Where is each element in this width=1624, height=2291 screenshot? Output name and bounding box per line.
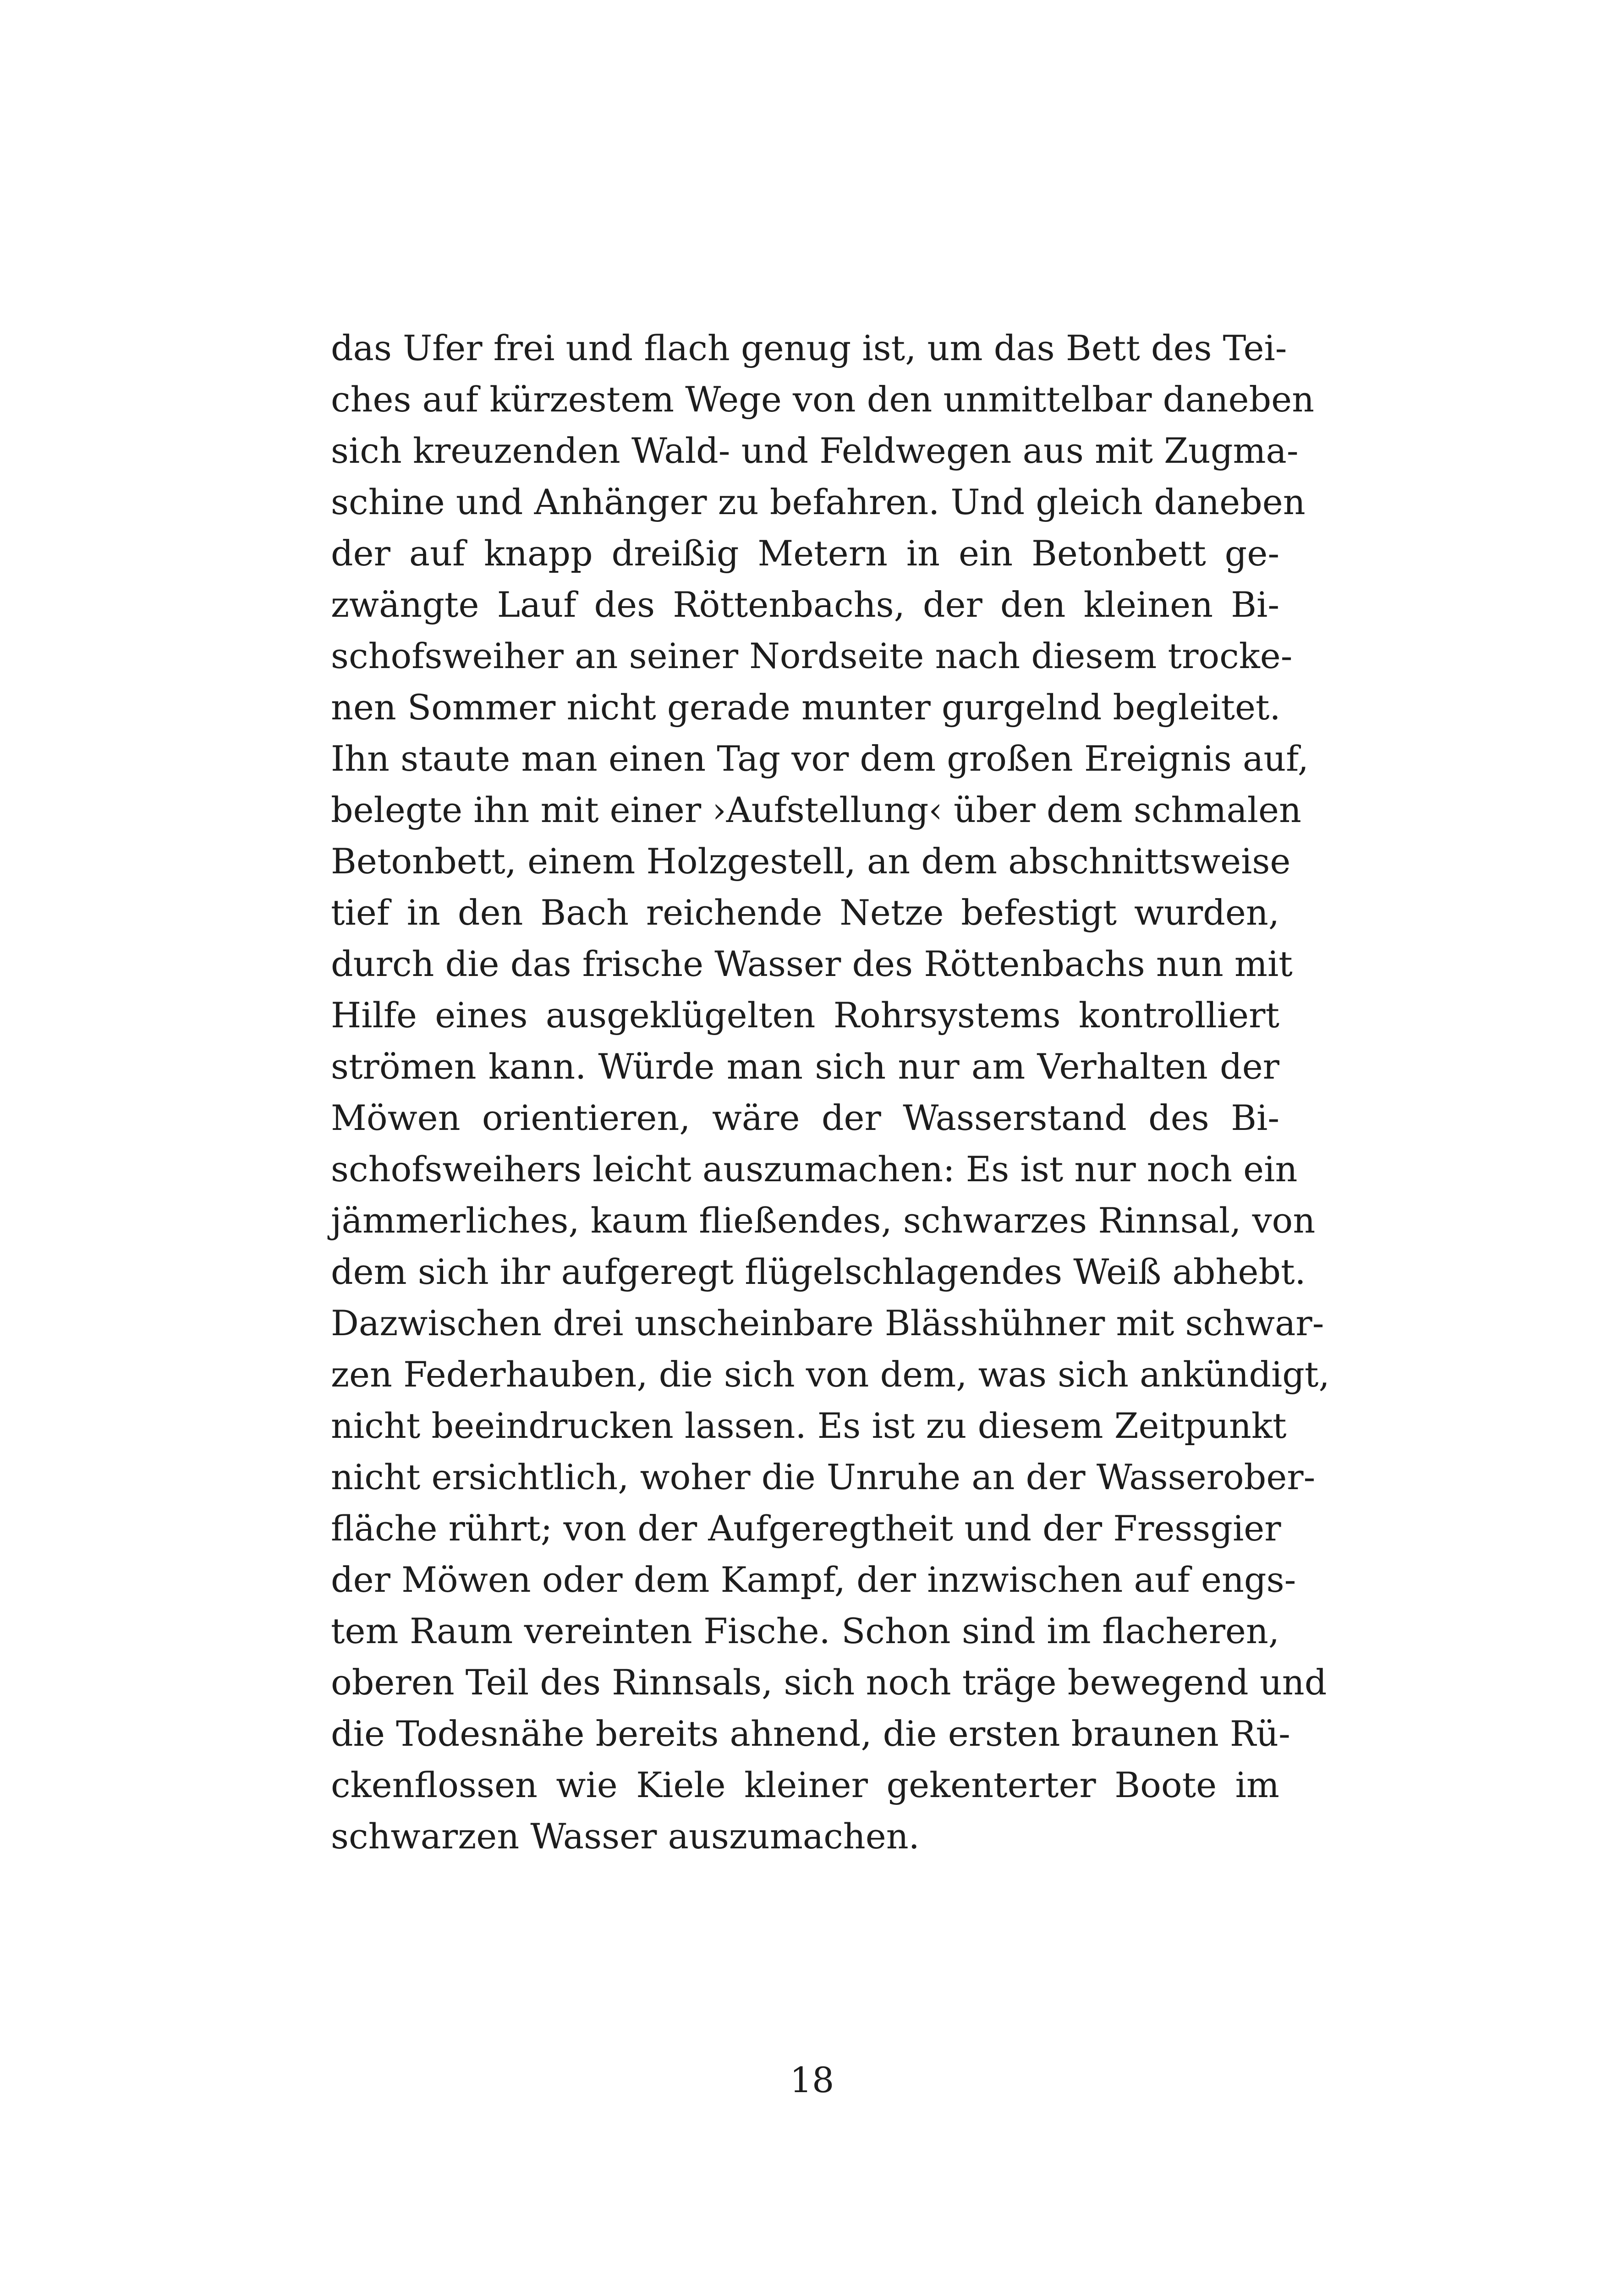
body-text xyxy=(331,323,1330,1862)
text-line: schwarzen Wasser auszumachen. xyxy=(331,1816,920,1857)
page-number: 18 xyxy=(790,2060,834,2100)
text-line: der Möwen oder dem Kampf, der inzwischen auf engs- xyxy=(331,1559,1296,1600)
text-line: die Todesnähe bereits ahnend, die ersten braunen Rü- xyxy=(331,1713,1290,1754)
text-line: strömen kann. Würde man sich nur am Verhalten der xyxy=(331,1046,1279,1087)
text-line: ches auf kürzestem Wege von den unmittelbar daneben xyxy=(331,379,1315,420)
text-line: schofsweihers leicht auszumachen: Es ist nur noch ein xyxy=(331,1149,1298,1189)
text-line: der auf knapp dreißig Metern in ein Betonbett ge- xyxy=(331,533,1279,574)
text-line: Betonbett, einem Holzgestell, an dem abschnittsweise xyxy=(331,841,1291,882)
text-line: schofsweiher an seiner Nordseite nach diesem trocke- xyxy=(331,636,1293,676)
text-line: tief in den Bach reichende Netze befestigt wurden, xyxy=(331,892,1279,933)
text-line: oberen Teil des Rinnsals, sich noch träge bewegend und xyxy=(331,1662,1327,1703)
text-line: Hilfe eines ausgeklügelten Rohrsystems kontrolliert xyxy=(331,995,1279,1036)
text-line: zwängte Lauf des Röttenbachs, der den kleinen Bi- xyxy=(331,584,1279,625)
text-line: durch die das frische Wasser des Röttenbachs nun mit xyxy=(331,943,1293,984)
text-line: nicht ersichtlich, woher die Unruhe an der Wasserober- xyxy=(331,1457,1316,1497)
text-line: Dazwischen drei unscheinbare Blässhühner mit schwar- xyxy=(331,1303,1324,1343)
text-line: ckenflossen wie Kiele kleiner gekenterter Boote im xyxy=(331,1765,1279,1805)
text-line: tem Raum vereinten Fische. Schon sind im flacheren, xyxy=(331,1611,1279,1651)
text-line: fläche rührt; von der Aufgeregtheit und der Fressgier xyxy=(331,1508,1281,1549)
text-line: jämmerliches, kaum fließendes, schwarzes Rinnsal, von xyxy=(331,1200,1316,1241)
text-line: das Ufer frei und flach genug ist, um das Bett des Tei- xyxy=(331,328,1287,368)
text-line: nen Sommer nicht gerade munter gurgelnd begleitet. xyxy=(331,687,1281,728)
text-line: schine und Anhänger zu befahren. Und gleich daneben xyxy=(331,482,1306,522)
text-line: Ihn staute man einen Tag vor dem großen Ereignis auf, xyxy=(331,738,1309,779)
text-line: dem sich ihr aufgeregt flügelschlagendes Weiß abhebt. xyxy=(331,1251,1306,1292)
text-line: sich kreuzenden Wald- und Feldwegen aus mit Zugma- xyxy=(331,430,1299,471)
text-line: nicht beeindrucken lassen. Es ist zu diesem Zeitpunkt xyxy=(331,1405,1287,1446)
text-line: belegte ihn mit einer ›Aufstellung‹ über dem schmalen xyxy=(331,789,1301,830)
text-line: Möwen orientieren, wäre der Wasserstand des Bi- xyxy=(331,1097,1279,1138)
text-line: zen Federhauben, die sich von dem, was sich ankündigt, xyxy=(331,1354,1330,1395)
